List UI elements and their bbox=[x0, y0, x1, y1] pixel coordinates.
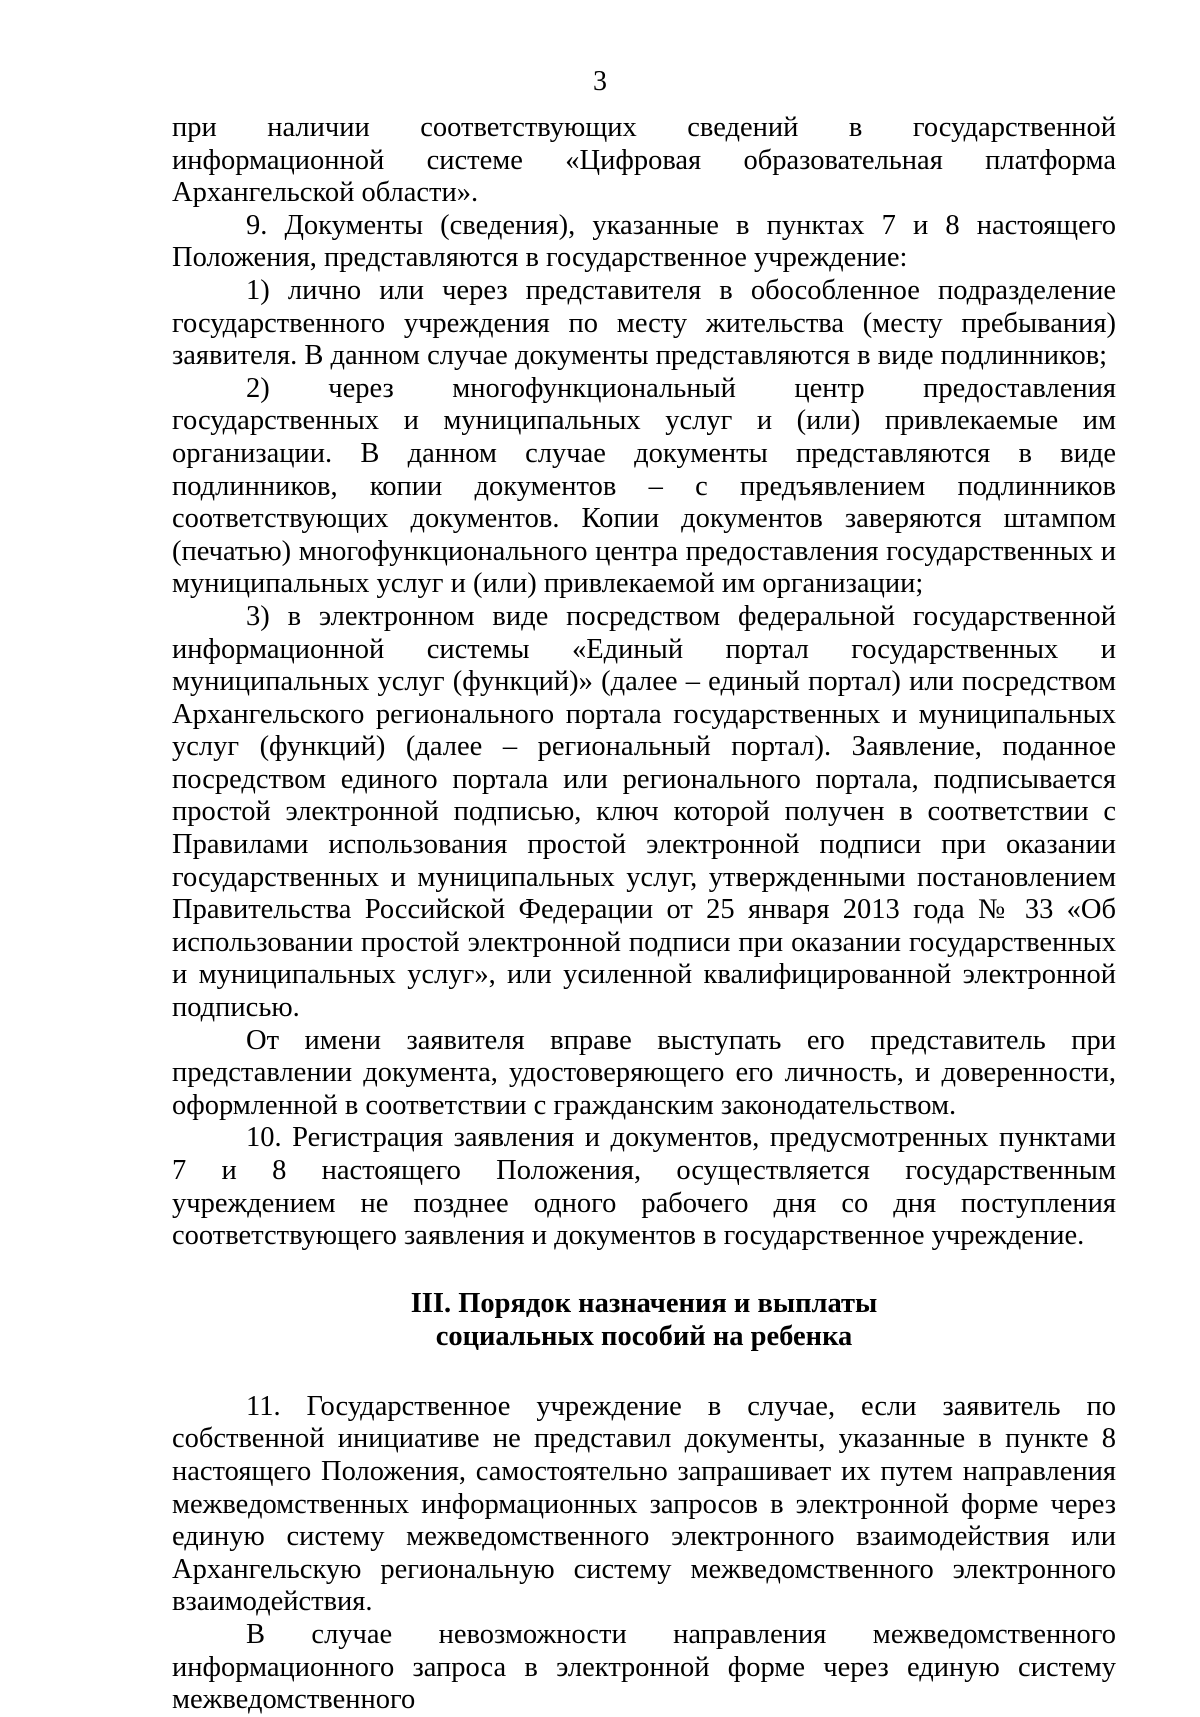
document-body bbox=[172, 112, 1116, 1717]
section-title-line-2: социальных пособий на ребенка bbox=[435, 1320, 853, 1352]
paragraph-last: В случае невозможности направления межведомственного информационного запроса в электронной форме через единую систему межведомственного bbox=[172, 1618, 1116, 1716]
paragraph-item-10: 10. Регистрация заявления и документов, предусмотренных пунктами 7 и 8 настоящего Положения, осуществляется государственным учреждением не позднее одного рабочего дня со дня поступления соответствующего заявления и документов в государственное учреждение. bbox=[172, 1122, 1116, 1252]
paragraph-subitem-1: 1) лично или через представителя в обособленное подразделение государственного учреждения по месту жительства (месту пребывания) заявителя. В данном случае документы представляются в виде подлинников; bbox=[172, 274, 1116, 372]
paragraph-subitem-2: 2) через многофункциональный центр предоставления государственных и муниципальных услуг и (или) привлекаемые им организации. В данном случае документы представляются в виде подлинников, копии документов – с предъявлением подлинников соответствующих документов. Копии документов заверяются штампом (печатью) многофункционального центра предоставления государственных и муниципальных услуг и (или) привлекаемой им организации; bbox=[172, 372, 1116, 600]
paragraph-continuation: при наличии соответствующих сведений в государственной информационной системе «Цифровая образовательная платформа Архангельской области». bbox=[172, 112, 1116, 209]
paragraph-representative: От имени заявителя вправе выступать его представитель при представлении документа, удостоверяющего его личность, и доверенности, оформленной в соответствии с гражданским законодательством. bbox=[172, 1024, 1116, 1121]
section-title-line-1: III. Порядок назначения и выплаты bbox=[410, 1287, 878, 1319]
paragraph-subitem-3: 3) в электронном виде посредством федеральной государственной информационной системы «Единый портал государственных и муниципальных услуг (функций)» (далее – единый портал) или посредством Архангельского регионального портала государственных и муниципальных услуг (функций) (далее – региональный портал). Заявление, поданное посредством единого портала или регионального портала, подписывается простой электронной подписью, ключ которой получен в соответствии с Правилами использования простой электронной подписи при оказании государственных и муниципальных услуг, утвержденными постановлением Правительства Российской Федерации от 25 января 2013 года № 33 «Об использовании простой электронной подписи при оказании государственных и муниципальных услуг», или усиленной квалифицированной электронной подписью. bbox=[172, 600, 1116, 1024]
page-number: 3 bbox=[593, 66, 607, 97]
paragraph-item-9: 9. Документы (сведения), указанные в пунктах 7 и 8 настоящего Положения, представляются в государственное учреждение: bbox=[172, 209, 1116, 274]
section-heading bbox=[172, 1287, 1116, 1353]
paragraph-item-11: 11. Государственное учреждение в случае, если заявитель по собственной инициативе не представил документы, указанные в пункте 8 настоящего Положения, самостоятельно запрашивает их путем направления межведомственных информационных запросов в электронной форме через единую систему межведомственного электронного взаимодействия или Архангельскую региональную систему межведомственного электронного взаимодействия. bbox=[172, 1390, 1116, 1618]
